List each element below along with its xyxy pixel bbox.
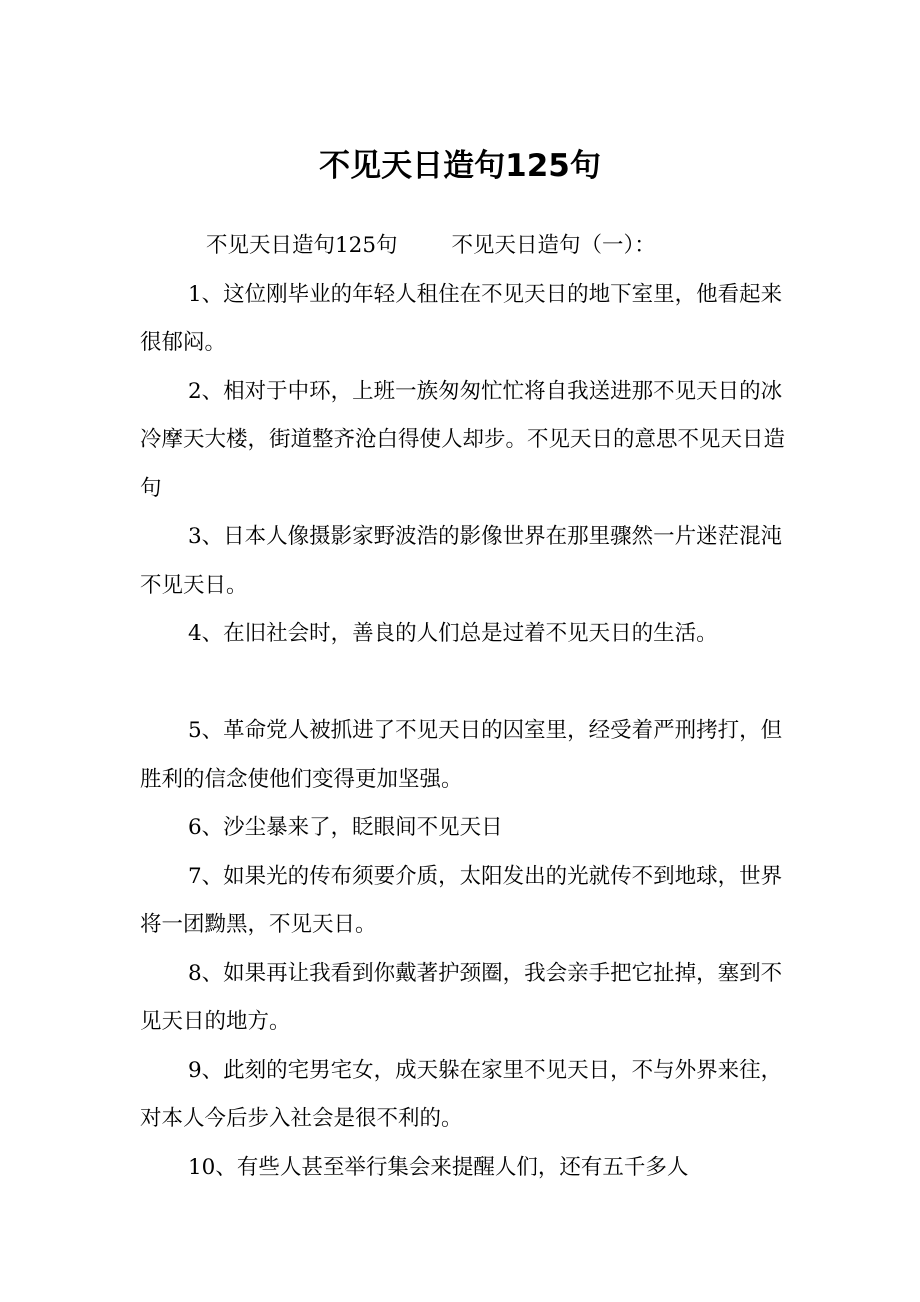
sentence-9: 9、此刻的宅男宅女，成天躲在家里不见天日，不与外界来往，对本人今后步入社会是很不利的。 bbox=[140, 1057, 783, 1131]
sentence-8: 8、如果再让我看到你戴著护颈圈，我会亲手把它扯掉，塞到不见天日的地方。 bbox=[140, 960, 783, 1034]
intro-line bbox=[140, 222, 790, 271]
sentence-7: 7、如果光的传布须要介质，太阳发出的光就传不到地球，世界将一团黝黑，不见天日。 bbox=[140, 863, 783, 937]
document-body bbox=[140, 222, 790, 1192]
sentence-2: 2、相对于中环，上班一族匆匆忙忙将自我送进那不见天日的冰冷摩天大楼，街道整齐沧白得使人却步。不见天日的意思不见天日造句 bbox=[140, 378, 786, 501]
sentence-5: 5、革命党人被抓进了不见天日的囚室里，经受着严刑拷打，但胜利的信念使他们变得更加坚强。 bbox=[140, 718, 783, 792]
sentence-1: 1、这位刚毕业的年轻人租住在不见天日的地下室里，他看起来很郁闷。 bbox=[140, 281, 783, 355]
document-title: 不见天日造句125句 bbox=[319, 148, 601, 184]
sentence-6: 6、沙尘暴来了，眨眼间不见天日 bbox=[188, 815, 503, 840]
intro-right-text: 不见天日造句（一）： bbox=[451, 233, 656, 258]
sentence-3: 3、日本人像摄影家野波浩的影像世界在那里骤然一片迷茫混沌不见天日。 bbox=[140, 524, 783, 598]
intro-left-text: 不见天日造句125句 bbox=[206, 233, 398, 258]
sentence-10: 10、有些人甚至举行集会来提醒人们，还有五千多人 bbox=[188, 1154, 689, 1180]
sentence-4: 4、在旧社会时，善良的人们总是过着不见天日的生活。 bbox=[188, 621, 718, 646]
